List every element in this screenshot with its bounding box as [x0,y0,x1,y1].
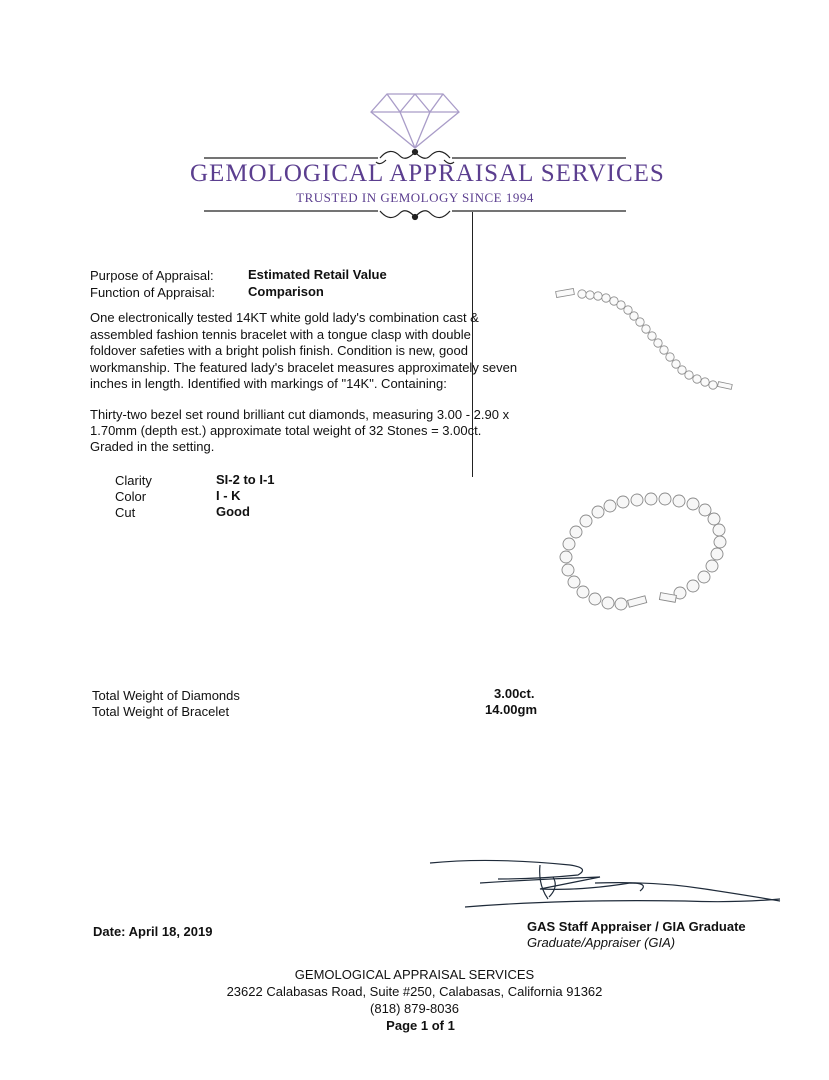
total-bracelet-label: Total Weight of Bracelet [92,704,230,719]
cut-label: Cut [115,505,136,520]
clarity-label: Clarity [115,473,152,488]
company-logo [190,80,665,230]
appraiser-subtitle: Graduate/Appraiser (GIA) [527,935,676,950]
bracelet-photo-top [550,282,740,407]
function-value: Comparison [248,284,324,299]
total-bracelet-value: 14.00gm [485,702,538,717]
bracelet-photo-bottom [548,482,733,622]
brand-tagline: TRUSTED IN GEMOLOGY SINCE 1994 [296,190,534,205]
purpose-label: Purpose of Appraisal: [90,268,214,283]
footer-company: GEMOLOGICAL APPRAISAL SERVICES [294,967,535,982]
page-number: Page 1 of 1 [386,1018,455,1033]
color-label: Color [115,489,147,504]
function-label: Function of Appraisal: [90,285,216,300]
total-diamonds-label: Total Weight of Diamonds [92,688,240,703]
diamond-icon [190,80,665,230]
color-value: I - K [216,488,241,503]
appraiser-title: GAS Staff Appraiser / GIA Graduate [527,919,746,934]
footer-phone: (818) 879-8036 [370,1001,459,1016]
purpose-value: Estimated Retail Value [248,267,387,282]
appraisal-date: Date: April 18, 2019 [93,924,213,939]
stones-description: Thirty-two bezel set round brilliant cut diamonds, measuring 3.00 - 2.90 x 1.70mm (depth est.) approximate total weight of 32 Stones = 3.00ct. Graded in the setting. [90,407,510,454]
footer-address: 23622 Calabasas Road, Suite #250, Calabasas, California 91362 [226,984,603,999]
total-diamonds-value: 3.00ct. [494,686,535,701]
clarity-value: SI-2 to I-1 [216,472,275,487]
cut-value: Good [216,504,250,519]
brand-name: GEMOLOGICAL APPRAISAL SERVICES [190,160,665,187]
description-text: One electronically tested 14KT white gold lady's combination cast & assembled fashion tennis bracelet with a tongue clasp with double foldover safeties with a bright polish finish. Condition is new, good workmanship. The featured lady's bracelet measures approximately seven inches in length. Identified with markings of "14K". Containing: [90,310,518,391]
item-description [90,310,520,393]
signature [425,855,785,925]
